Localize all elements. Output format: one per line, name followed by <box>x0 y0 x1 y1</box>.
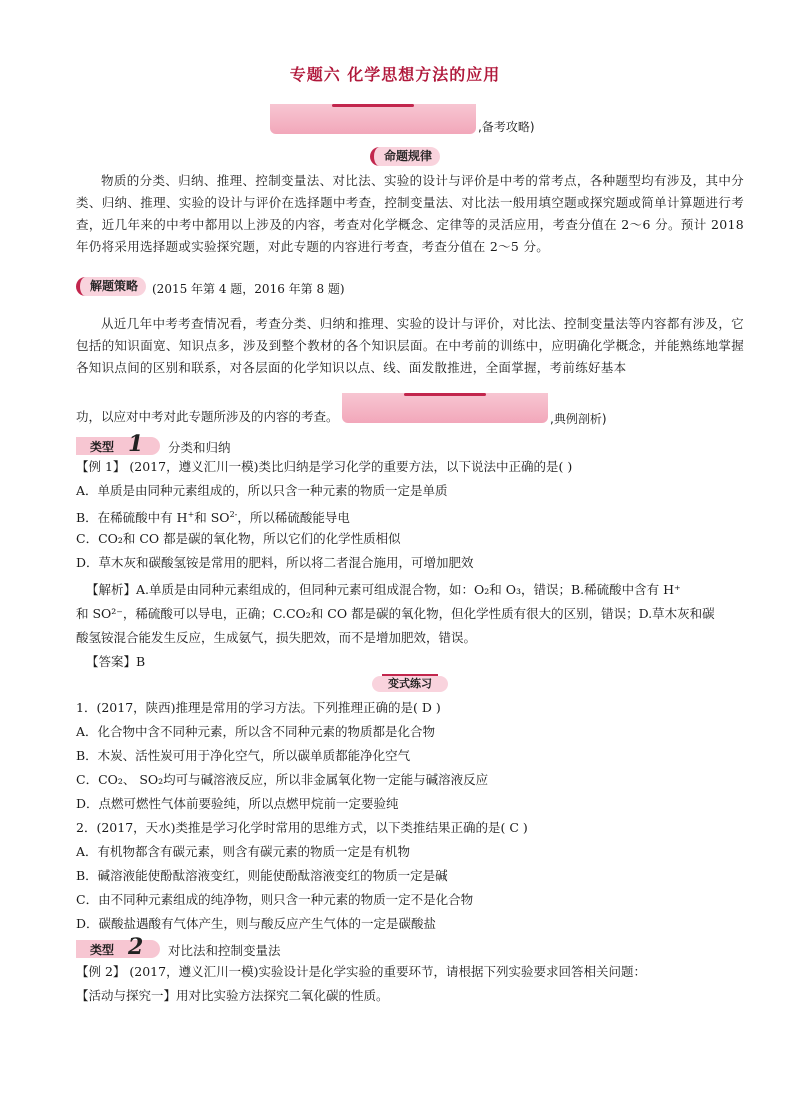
strategy-text: 从近几年中考考查情况看，考查分类、归纳和推理、实验的设计与评价，对比法、控制变量法等内容都有涉及，它包括的知识面宽、知识点多，涉及到整个教材的各个知识层面。在中考前的训练中，应明确化学概念，并能熟练地掌握各知识点间的区别和联系，对各层面的化学知识以点、线、面发散推进，全面掌握，考前练好基本 <box>76 316 744 375</box>
banner-suffix: ,备考攻略) <box>478 120 535 134</box>
activity-1: 【活动与探究一】用对比实验方法探究二氧化碳的性质。 <box>76 988 389 1003</box>
q2-option-b: B．碱溶液能使酚酞溶液变红，则能使酚酞溶液变红的物质一定是碱 <box>76 868 448 883</box>
type-number: 2 <box>128 934 144 960</box>
section-banner <box>270 104 476 134</box>
example-2-stem: 【例 2】 (2017，遵义汇川一模)实验设计是化学实验的重要环节，请根据下列实验要求回答相关问题： <box>76 964 646 979</box>
q2-option-d: D．碳酸盐遇酸有气体产生，则与酸反应产生气体的一定是碳酸盐 <box>76 916 437 931</box>
question-1-stem: 1．(2017，陕西)推理是常用的学习方法。下列推理正确的是( D ) <box>76 700 441 715</box>
banner-suffix: ,典例剖析) <box>550 412 607 426</box>
q2-option-c: C．由不同种元素组成的纯净物，则只含一种元素的物质一定不是化合物 <box>76 892 474 907</box>
section-label-strategy: 解题策略 <box>76 277 146 296</box>
type-word: 类型 <box>90 440 115 454</box>
question-2-stem: 2．(2017，天水)类推是学习化学时常用的思维方式，以下类推结果正确的是( C ) <box>76 820 528 835</box>
type-badge-2 <box>76 934 160 960</box>
page-title: 专题六 化学思想方法的应用 <box>289 65 501 84</box>
option-b: B．在稀硫酸中有 H+和 $SO^{2-}$，所以稀硫酸能导电 <box>76 510 350 526</box>
type-title: 分类和归纳 <box>168 440 231 455</box>
strategy-note: (2015 年第 4 题，2016 年第 8 题) <box>152 282 345 296</box>
type-title: 对比法和控制变量法 <box>168 943 281 958</box>
rules-text: 物质的分类、归纳、推理、控制变量法、对比法、实验的设计与评价是中考的常考点，各种题型均有涉及，其中分类、归纳、推理、实验的设计与评价在选择题中考查，控制变量法、对比法一般用填空题或探究题或简单计算题进行考查，近几年来的中考中都用以上涉及的内容，考查对化学概念、定律等的灵活应用，考查分值在 2～6 分。预计 2018 年仍将采用选择题或实验探究题，对此专题的内容进行考查，考查分值在 2～5 分。 <box>76 173 744 254</box>
q1-option-a: A．化合物中含不同种元素，所以含不同种元素的物质都是化合物 <box>76 724 436 739</box>
variant-practice-label: 变式练习 <box>372 676 448 692</box>
strategy-paragraph <box>76 313 744 379</box>
q1-option-b: B．木炭、活性炭可用于净化空气，所以碳单质都能净化空气 <box>76 748 411 763</box>
analysis-line: 和 SO²⁻，稀硫酸可以导电，正确；C.CO₂和 CO 都是碳的氧化物，但化学性质有很大的区别，错误；D.草木灰和碳 <box>76 606 715 621</box>
analysis-line: 酸氢铵混合能发生反应，生成氨气，损失肥效，而不是增加肥效，错误。 <box>76 630 477 645</box>
q1-option-d: D．点燃可燃性气体前要验纯，所以点燃甲烷前一定要验纯 <box>76 796 399 811</box>
example-stem: 【例 1】 (2017，遵义汇川一模)类比归纳是学习化学的重要方法，以下说法中正确的是( ) <box>76 459 573 474</box>
answer: 【答案】B <box>86 654 146 669</box>
q2-option-a: A．有机物都含有碳元素，则含有碳元素的物质一定是有机物 <box>76 844 411 859</box>
option-a: A．单质是由同种元素组成的，所以只含一种元素的物质一定是单质 <box>76 483 448 498</box>
type-number: 1 <box>128 431 144 457</box>
q1-option-c: C．CO₂、 SO₂均可与碱溶液反应，所以非金属氧化物一定能与碱溶液反应 <box>76 772 489 787</box>
option-d: D．草木灰和碳酸氢铵是常用的肥料，所以将二者混合施用，可增加肥效 <box>76 555 474 570</box>
section-label-rules: 命题规律 <box>370 147 440 166</box>
section-banner <box>342 393 548 423</box>
rules-paragraph <box>76 170 744 258</box>
type-badge-1 <box>76 431 160 457</box>
type-word: 类型 <box>90 943 115 957</box>
analysis-line: 【解析】A.单质是由同种元素组成的，但同种元素可组成混合物，如：O₂和 O₃，错误；B.稀硫酸中含有 H⁺ <box>86 582 681 597</box>
strategy-last-line: 功，以应对中考对此专题所涉及的内容的考查。 <box>76 409 339 424</box>
option-c: C．CO₂和 CO 都是碳的氧化物，所以它们的化学性质相似 <box>76 531 401 546</box>
